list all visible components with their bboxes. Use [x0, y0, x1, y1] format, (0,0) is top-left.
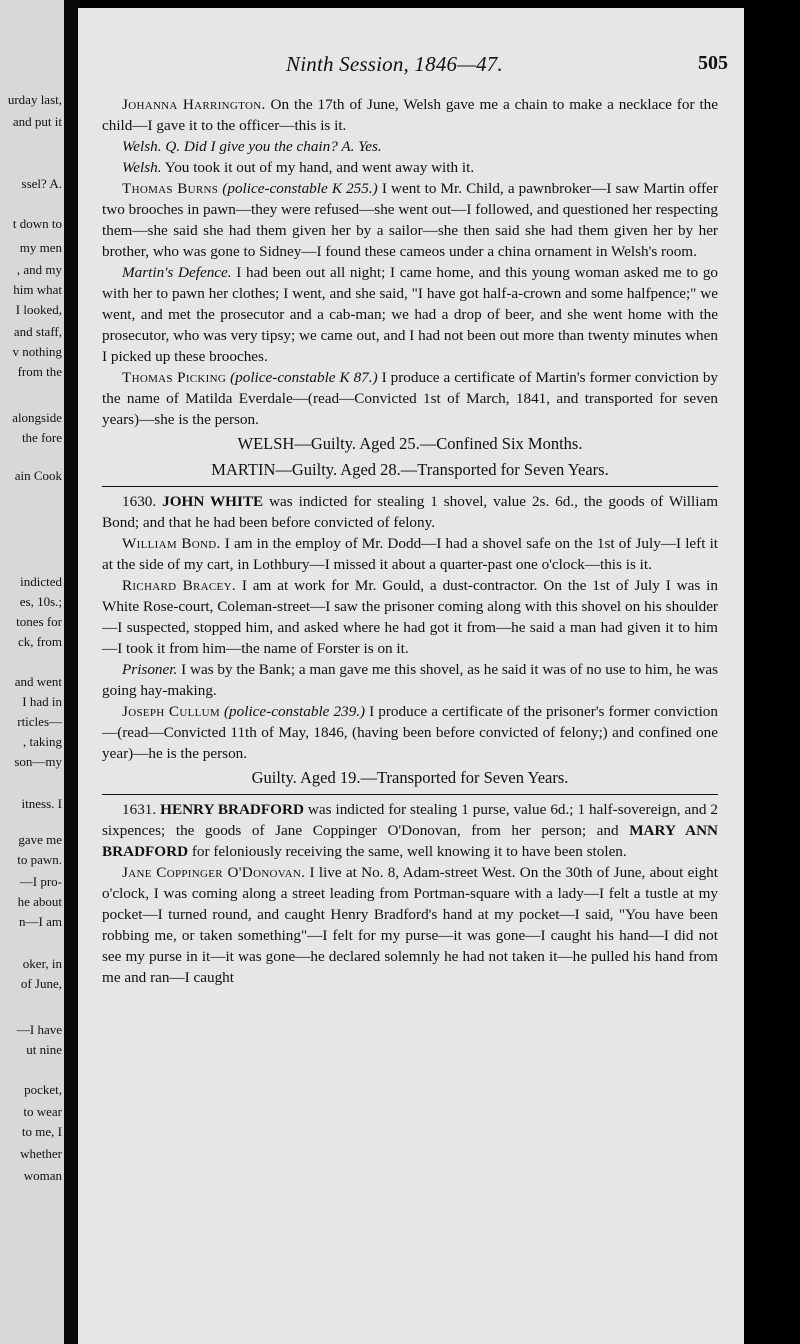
- witness-role: (police-constable 239.): [223, 703, 366, 720]
- book-page: [78, 8, 744, 1344]
- facing-page-line: itness. I: [21, 796, 62, 811]
- testimony-text: I had been out all night; I came home, and this young woman asked me to go with her to pawn her clothes; I went, and she said, "I have got half-a-crown and some halfpence;" we went, and met the prosecutor and a cab-man; we had a drop of beer, and she went home with the prosecutor, who was very tipsy; we came out, and I had not been out more than twenty minutes when I picked up these brooches.: [102, 264, 719, 365]
- witness-role: (police-constable K 87.): [230, 369, 378, 386]
- case-number: 1630.: [122, 493, 157, 510]
- facing-page-line: whether: [20, 1146, 62, 1161]
- testimony-paragraph: [102, 862, 718, 988]
- running-header: [78, 48, 744, 76]
- facing-page-line: from the: [17, 364, 62, 379]
- testimony-paragraph: [102, 262, 718, 367]
- witness-name: Thomas Burns: [122, 180, 219, 197]
- facing-page-line: es, 10s.;: [19, 594, 62, 609]
- testimony-text: I am at work for Mr. Gould, a dust-contractor. On the 1st of July I was in White Rose-court, Coleman-street—I saw the prisoner coming along with this shovel on his shoulder—I suspected, stopped him, and asked where he had got it from—he said a man had given it to him—I took it from him—the name of Forster is on it.: [102, 577, 718, 657]
- facing-page-line: of June,: [20, 976, 62, 991]
- indictment-paragraph: [102, 491, 718, 533]
- defendant-name: JOHN WHITE: [162, 493, 264, 510]
- facing-page-line: tones for: [16, 614, 62, 629]
- facing-page-fragment: [0, 0, 64, 1344]
- page-edge-shadow: [744, 0, 800, 1344]
- case-divider: [102, 794, 718, 795]
- testimony-paragraph: [102, 94, 718, 136]
- testimony-text: I live at No. 8, Adam-street West. On the 30th of June, about eight o'clock, I was coming along a street leading from Portman-square with a lady—I felt a tustle at my pocket—I turned round, and caught Henry Bradford's hand at my pocket—I said, "You have been robbing me, or taken something"—I felt for my purse—it was gone—I caught his hand—I did not see my purse in it—it was gone—he declared solemnly he had not taken it—he pulled his hand from me and ran—I caught: [102, 864, 718, 986]
- facing-page-line: and staff,: [13, 324, 62, 339]
- speaker-name: Welsh.: [122, 159, 162, 176]
- witness-name: Jane Coppinger O'Donovan.: [122, 864, 306, 881]
- facing-page-line: to wear: [23, 1104, 62, 1119]
- facing-page-line: he about: [17, 894, 62, 909]
- case-divider: [102, 486, 718, 487]
- facing-page-line: ssel? A.: [21, 176, 62, 191]
- facing-page-line: ut nine: [26, 1042, 62, 1057]
- facing-page-line: indicted: [20, 574, 62, 589]
- facing-page-line: rticles—: [17, 714, 62, 729]
- facing-page-line: oker, in: [22, 956, 62, 971]
- testimony-text: On the 17th of June, Welsh gave me a chain to make a necklace for the child—I gave it to the officer—this is it.: [102, 96, 719, 134]
- verdict-line: MARTIN—Guilty. Aged 28.—Transported for Seven Years.: [211, 460, 609, 479]
- facing-page-line: , taking: [23, 734, 62, 749]
- witness-name: Richard Bracey.: [122, 577, 236, 594]
- facing-page-line: son—my: [14, 754, 62, 769]
- facing-page-line: pocket,: [24, 1082, 62, 1097]
- speaker-name: Martin's Defence.: [122, 264, 232, 281]
- facing-page-line: woman: [23, 1168, 62, 1183]
- indictment-text: for feloniously receiving the same, well knowing it to have been stolen.: [191, 843, 627, 860]
- speaker-name: Prisoner.: [122, 661, 178, 678]
- facing-page-line: my men: [19, 240, 62, 255]
- testimony-text: I was by the Bank; a man gave me this shovel, as he said it was of no use to him, he was going hay-making.: [102, 661, 718, 699]
- witness-role: (police-constable K 255.): [222, 180, 378, 197]
- facing-page-line: —I have: [16, 1022, 62, 1037]
- facing-page-line: n—I am: [19, 914, 62, 929]
- page-content: [102, 94, 718, 988]
- testimony-text: I went to Mr. Child, a pawnbroker—I saw Martin offer two brooches in pawn—they were refused—she went out—I followed, and questioned her respecting them—she said she had them given her by a sailor—she then said she had them given her by her brother, who was gone to Sidney—I found these cameos under a china ornament in Welsh's room.: [102, 180, 718, 260]
- testimony-paragraph: [102, 575, 718, 659]
- facing-page-line: t down to: [12, 216, 62, 231]
- testimony-text: You took it out of my hand, and went away with it.: [164, 159, 475, 176]
- witness-name: William Bond.: [122, 535, 221, 552]
- page-number: 505: [698, 52, 728, 74]
- facing-page-line: alongside: [12, 410, 62, 425]
- session-title: Ninth Session, 1846—47.: [286, 52, 503, 76]
- facing-page-line: I looked,: [15, 302, 62, 317]
- testimony-paragraph: [102, 157, 718, 178]
- facing-page-line: the fore: [21, 430, 62, 445]
- facing-page-line: I had in: [22, 694, 62, 709]
- testimony-paragraph: [102, 533, 718, 575]
- verdict-line: Guilty. Aged 19.—Transported for Seven Years.: [251, 768, 569, 787]
- facing-page-line: and went: [14, 674, 62, 689]
- case-number: 1631.: [122, 801, 157, 818]
- facing-page-line: ain Cook: [14, 468, 62, 483]
- witness-name: Joseph Cullum: [122, 703, 220, 720]
- verdict-line: WELSH—Guilty. Aged 25.—Confined Six Months.: [237, 434, 583, 453]
- witness-name: Thomas Picking: [122, 369, 227, 386]
- testimony-paragraph: [102, 659, 718, 701]
- testimony-text: I produce a certificate of the prisoner's former conviction—(read—Convicted 11th of May, 1846, (having been before convicted of felony;) and confined one year)—he is the person.: [102, 703, 718, 762]
- facing-page-line: him what: [13, 282, 62, 297]
- indictment-text: was indicted for stealing 1 purse, value 6d.; 1 half-sovereign, and 2 sixpences; the goods of Jane Coppinger O'Donovan, from her person; and: [102, 801, 719, 839]
- testimony-text: I am in the employ of Mr. Dodd—I had a shovel safe on the 1st of July—I left it at the side of my cart, in Lothbury—I missed it about a quarter-past one o'clock—this is it.: [102, 535, 719, 573]
- testimony-paragraph: [102, 701, 718, 764]
- witness-name: Johanna Harrington.: [122, 96, 266, 113]
- indictment-text: was indicted for stealing 1 shovel, value 2s. 6d., the goods of William Bond; and that he had been before convicted of felony.: [102, 493, 719, 531]
- facing-page-line: —I pro-: [19, 874, 62, 889]
- testimony-paragraph: [102, 367, 718, 430]
- speaker-name: Welsh.: [122, 138, 162, 155]
- testimony-text: Q. Did I give you the chain? A. Yes.: [165, 138, 382, 155]
- facing-page-line: and put it: [12, 114, 62, 129]
- defendant-name: MARY ANN BRADFORD: [102, 822, 719, 860]
- defendant-name: HENRY BRADFORD: [160, 801, 304, 818]
- testimony-paragraph: [102, 178, 718, 262]
- facing-page-line: gave me: [18, 832, 62, 847]
- facing-page-line: to pawn.: [17, 852, 62, 867]
- testimony-paragraph: [102, 136, 718, 157]
- facing-page-line: v nothing: [12, 344, 62, 359]
- indictment-paragraph: [102, 799, 718, 862]
- facing-page-line: , and my: [16, 262, 62, 277]
- facing-page-line: to me, I: [21, 1124, 62, 1139]
- facing-page-line: ck, from: [17, 634, 62, 649]
- facing-page-line: urday last,: [7, 92, 62, 107]
- testimony-text: I produce a certificate of Martin's former conviction by the name of Matilda Everdale—(read—Convicted 1st of March, 1841, and transported for seven years)—she is the person.: [102, 369, 719, 428]
